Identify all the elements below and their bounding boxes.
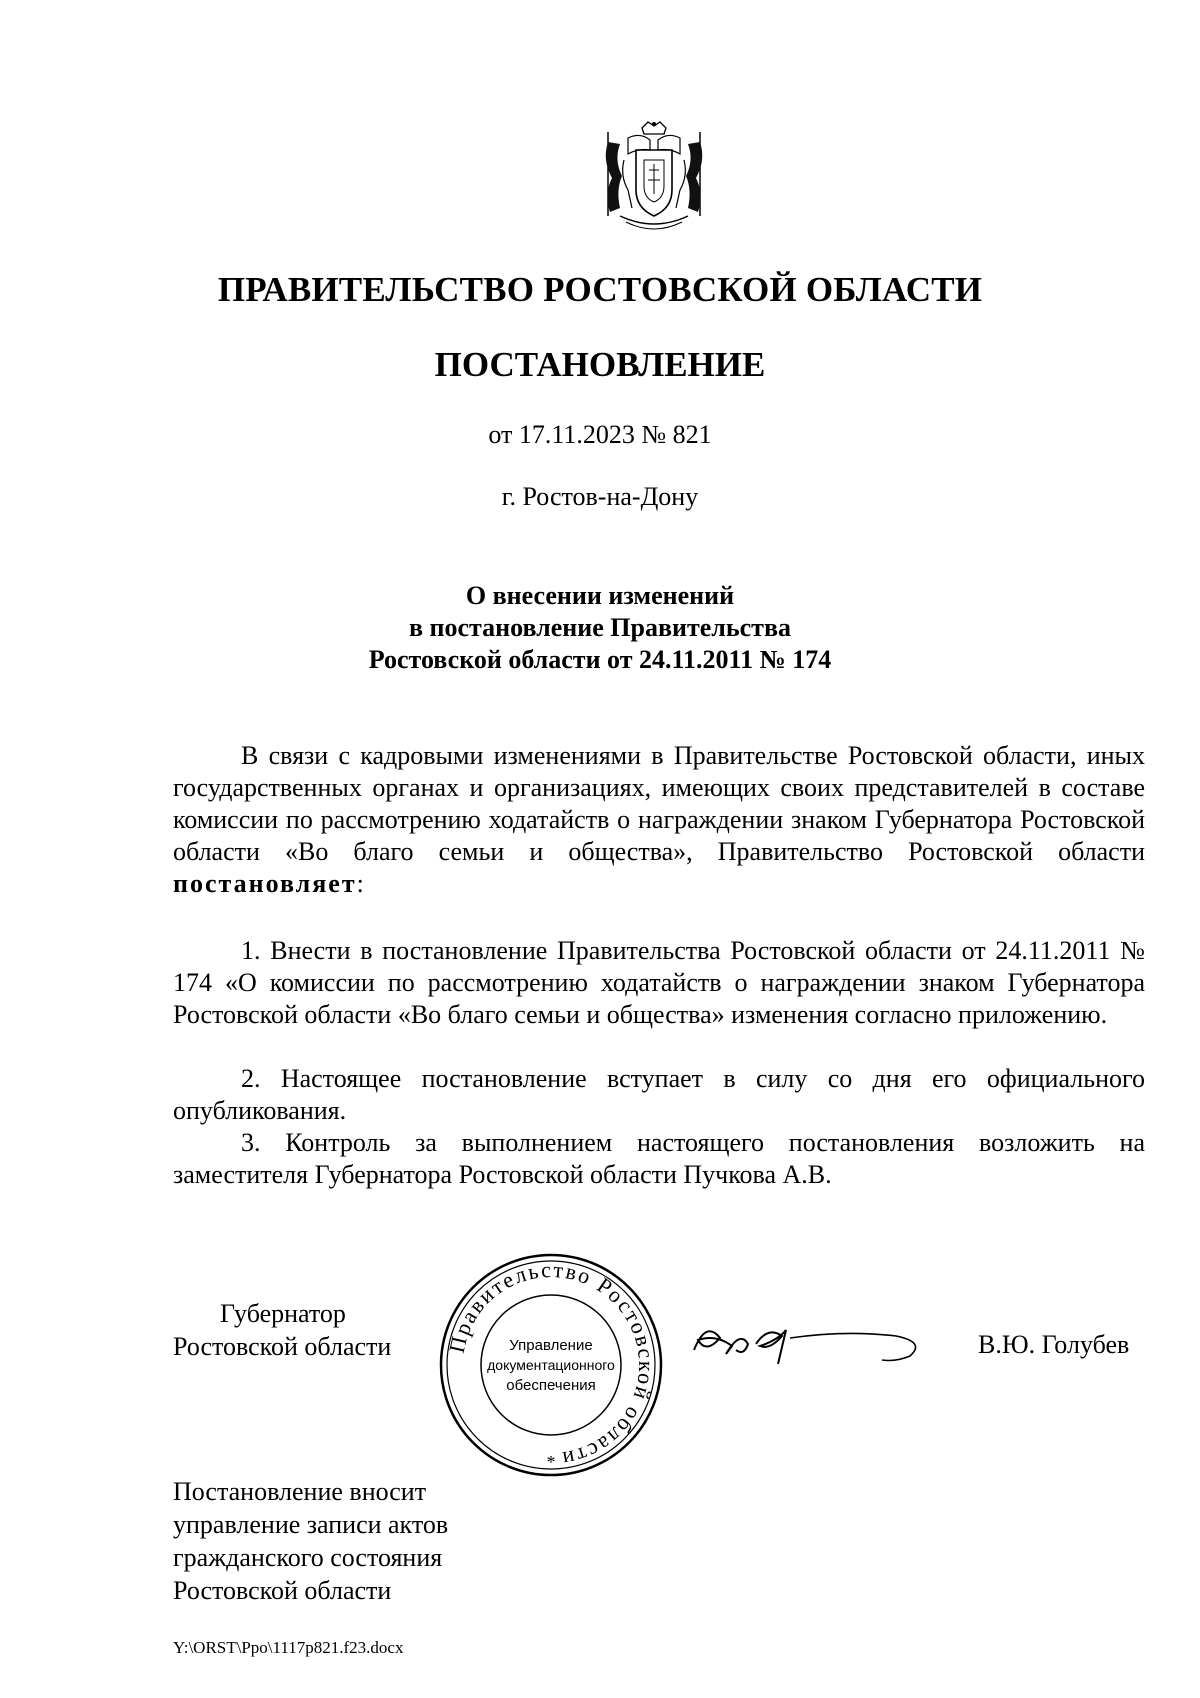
document-type: ПОСТАНОВЛЕНИЕ — [434, 345, 766, 384]
subject-line: Ростовской области от 24.11.2011 № 174 — [368, 645, 832, 674]
item-3 — [173, 1127, 1145, 1191]
signatory-title-line: Ростовской области — [173, 1332, 392, 1361]
city: г. Ростов-на-Дону — [501, 482, 699, 511]
item-text: 1. Внести в постановление Правительства Ростовской области от 24.11.2011 № 174 «О комиссии по рассмотрению ходатайств о награждении знаком Губернатора Ростовской области «Во благо семьи и общества» изменения согласно приложению. — [173, 936, 1145, 1029]
preamble — [173, 740, 1145, 900]
seal-inner-line: документационного — [487, 1357, 615, 1373]
signatory-title — [173, 1297, 391, 1363]
handwritten-signature — [686, 1310, 931, 1370]
coat-of-arms-icon — [598, 120, 710, 238]
item-text: 2. Настоящее постановление вступает в силу со дня его официального опубликования. — [173, 1064, 1145, 1125]
official-seal — [436, 1250, 666, 1480]
signatory-name: В.Ю. Голубев — [978, 1330, 1130, 1359]
preamble-text: В связи с кадровыми изменениями в Правительстве Ростовской области, иных государственных органах и организациях, имеющих своих представителей в составе комиссии по рассмотрению ходатайств о награждении знаком Губернатора Ростовской области «Во благо семьи и общества», Правительство Ростовской области — [173, 741, 1145, 866]
preamble-keyword: постановляет — [173, 869, 357, 898]
seal-inner-line: обеспечения — [506, 1377, 596, 1394]
submission-note-line: гражданского состояния — [173, 1543, 443, 1572]
organization-title: ПРАВИТЕЛЬСТВО РОСТОВСКОЙ ОБЛАСТИ — [217, 270, 983, 309]
document-subject — [0, 580, 1200, 676]
subject-line: в постановление Правительства — [408, 613, 791, 642]
date-number: от 17.11.2023 № 821 — [488, 420, 712, 449]
item-2 — [173, 1063, 1145, 1127]
item-1 — [173, 935, 1145, 1031]
subject-line: О внесении изменений — [465, 581, 735, 610]
svg-text:*: * — [546, 1452, 556, 1472]
submission-note-line: управление записи актов — [173, 1510, 449, 1539]
file-path: Y:\ORST\Ppo\1117p821.f23.docx — [173, 1638, 404, 1657]
seal-inner-line: Управление — [509, 1337, 593, 1354]
submission-note-line: Ростовской области — [173, 1576, 392, 1605]
submission-note — [173, 1475, 448, 1607]
preamble-colon: : — [356, 869, 364, 898]
item-text: 3. Контроль за выполнением настоящего постановления возложить на заместителя Губернатора Ростовской области Пучкова А.В. — [173, 1128, 1145, 1189]
seal-outer-text: Правительство Ростовской области — [443, 1256, 660, 1473]
signatory-title-line: Губернатор — [220, 1299, 346, 1328]
submission-note-line: Постановление вносит — [173, 1477, 427, 1506]
